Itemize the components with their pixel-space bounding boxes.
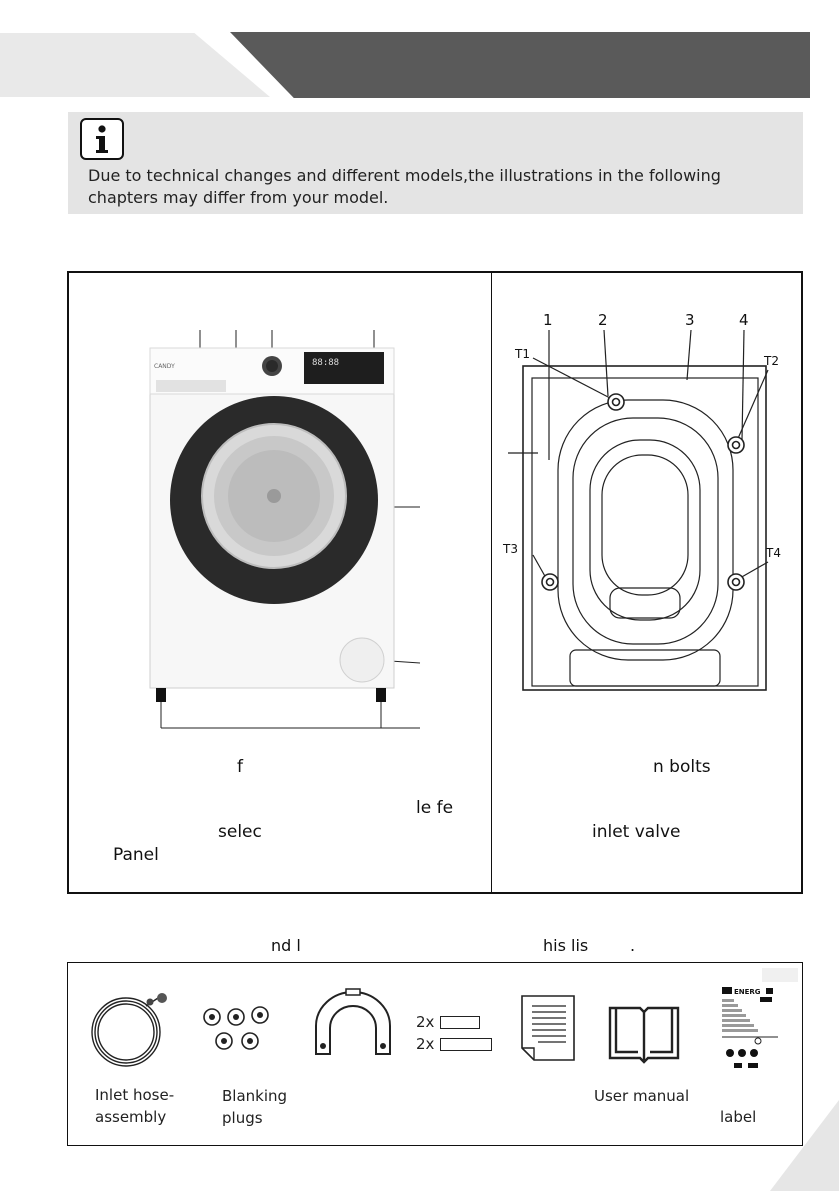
header-light-band [0,33,270,97]
energy-label-label: label [720,1108,757,1126]
rear-text-fragment-1: n bolts [653,757,711,777]
user-manual-label: User manual [594,1087,690,1105]
cover-cap-large-icon [440,1038,492,1051]
accessories-intro-fragment-3: . [630,936,636,955]
energy-label-tab [762,968,798,982]
accessories-box [67,962,803,1146]
cover-cap-small-icon [440,1016,480,1029]
transit-bolt-t3: T3 [503,542,518,556]
hose-bracket-icon [308,988,398,1058]
user-manual-icon [604,998,684,1066]
inlet-hose-icon [88,986,172,1072]
rear-text-fragment-2: inlet valve [592,822,681,842]
blanking-plugs-icon [198,1003,278,1059]
front-text-fragment-1: f [237,757,243,777]
washing-machine-rear-illustration [498,300,798,710]
panel-divider [491,272,492,893]
energy-label-header: ENERG [734,988,761,996]
transit-bolt-t4: T4 [766,546,781,560]
brand-logo: CANDY [154,363,175,370]
rear-number-4: 4 [739,311,749,329]
transit-bolt-t1: T1 [515,347,530,361]
rear-number-2: 2 [598,311,608,329]
header-dark-band [230,32,810,98]
quantity-label-2: 2x [416,1035,435,1053]
rear-number-3: 3 [685,311,695,329]
display-readout: 88:88 [312,358,340,368]
washing-machine-front-illustration [140,320,440,740]
rear-number-1: 1 [543,311,553,329]
front-text-fragment-4: Panel [113,845,159,865]
accessories-intro-fragment-1: nd l [271,936,301,955]
blanking-plugs-label: Blanking plugs [222,1087,288,1127]
front-text-fragment-3: selec [218,822,262,842]
quantity-label-1: 2x [416,1013,435,1031]
energy-label-icon [720,985,782,1075]
info-note-text: Due to technical changes and different models,the illustrations in the following chapters may differ from your model. [88,166,721,207]
document-icon [520,994,578,1062]
inlet-hose-label: Inlet hose- assembly [95,1086,175,1126]
accessories-intro-fragment-2: his lis [543,936,589,955]
transit-bolt-t2: T2 [764,354,779,368]
front-text-fragment-2: le fe [416,798,454,818]
info-icon [80,118,124,160]
